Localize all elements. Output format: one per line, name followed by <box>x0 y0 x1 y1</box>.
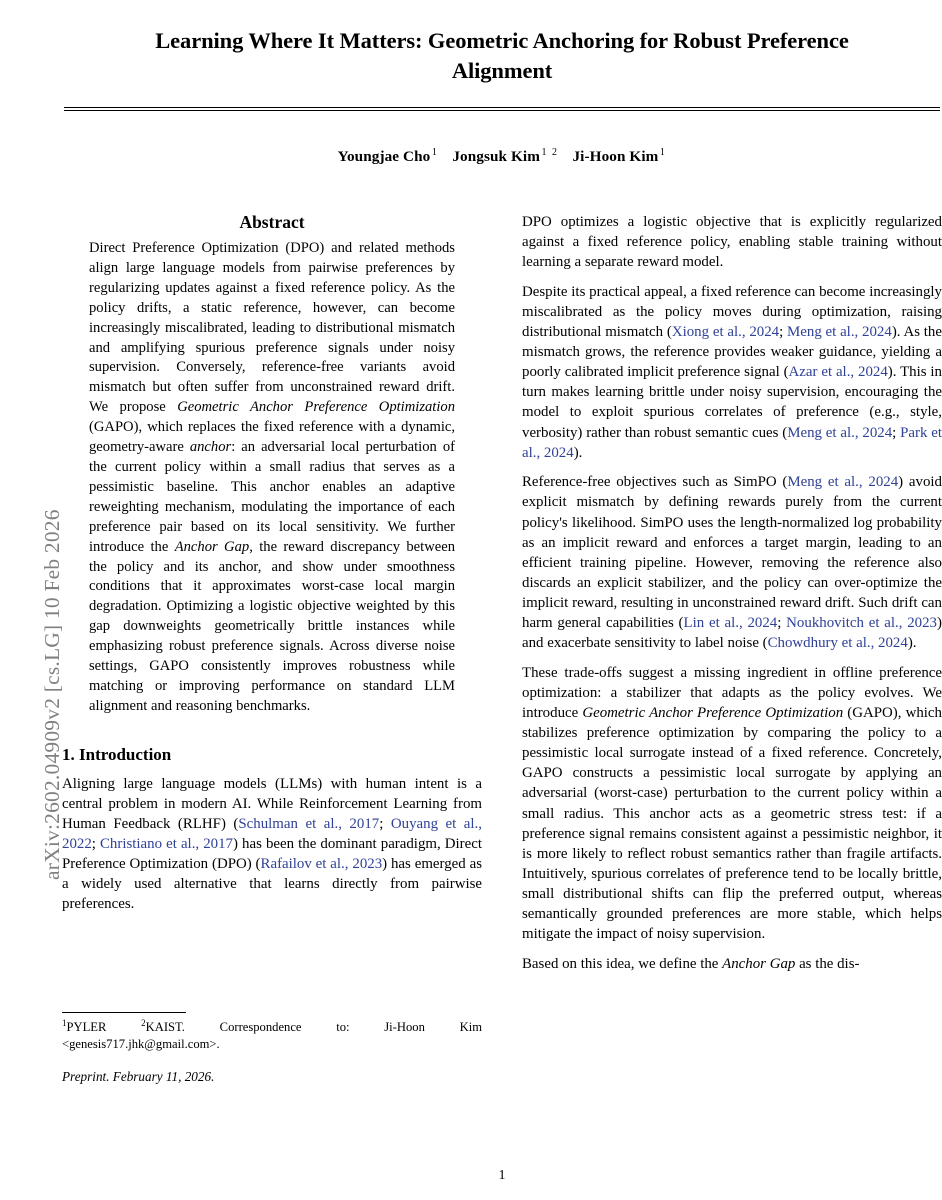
citation-link[interactable]: Park et al., 2024 <box>522 424 942 461</box>
abstract-heading: Abstract <box>239 212 305 232</box>
citation-link[interactable]: Schulman et al., 2017 <box>238 815 380 832</box>
page-title: Learning Where It Matters: Geometric Anchoring for Robust Preference Alignment <box>155 28 849 83</box>
author-name: Jongsuk Kim <box>452 148 540 166</box>
body-paragraph: Reference-free objectives such as SimPO (Meng et al., 2024) avoid explicit mismatch by defining rewards purely from the current policy's likelihood. SimPO uses the length-normalized log probability as an implicit reward and enforces a target margin, leading to an efficient training pipeline. However, removing the reference also discards an explicit stabilizer, and the policy can over-optimize the implicit reward, resulting in unconstrained reward drift. Such drift can harm general capabilities (Lin et al., 2024; Noukhovitch et al., 2023) and exacerbate sensitivity to label noise (Chowdhury et al., 2024). <box>522 474 942 652</box>
citation-link[interactable]: Rafailov et al., 2023 <box>260 856 383 873</box>
arxiv-stamp-text: arXiv:2602.04909v2 [cs.LG] 10 Feb 2026 <box>40 509 64 880</box>
arxiv-stamp <box>0 0 62 1200</box>
author-entry <box>338 148 439 165</box>
body-paragraph: Despite its practical appeal, a fixed reference can become increasingly miscalibrated as the policy moves during optimization, raising distributional mismatch (Xiong et al., 2024; Meng et al., 2024). As the mismatch grows, the reference provides weaker guidance, yielding a poorly calibrated implicit preference signal (Azar et al., 2024). This in turn makes learning brittle under noisy supervision, encouraging the model to exploit spurious correlates of preference (e.g., style, verbosity) rather than robust semantic cues (Meng et al., 2024; Park et al., 2024). <box>522 283 942 461</box>
body-paragraph: These trade-offs suggest a missing ingredient in offline preference optimization: a stabilizer that adapts as the policy evolves. We introduce Geometric Anchor Preference Optimization (GAPO), which stabilizes preference optimization by comparing the policy to a pessimistic local surrogate instead of a fixed reference. Concretely, GAPO constructs a pessimistic local surrogate by applying an adversarial (worst-case) perturbation to the current policy within a small radius. This anchor acts as a geometric stress test: if a preference signal remains consistent against a pessimistic neighbor, it is more likely to reflect robust semantics rather than fragile artifacts. Intuitively, spurious correlates of preference tend to be locally brittle, small distributional shifts can flip the preferred output, whereas semantically grounded preferences are more stable, which helps mitigate the impact of noisy supervision. <box>522 664 942 943</box>
author-affiliation-marker: 1 <box>431 147 439 159</box>
footnote-block <box>62 1012 482 1098</box>
citation-link[interactable]: Meng et al., 2024 <box>787 424 893 441</box>
preprint-notice: Preprint. February 11, 2026. <box>62 1068 215 1084</box>
body-paragraph: DPO optimizes a logistic objective that is explicitly regularized against a fixed reference policy, enabling stable training without learning a separate reward model. <box>522 214 942 271</box>
citation-link[interactable]: Lin et al., 2024 <box>683 615 778 632</box>
introduction-paragraph: Aligning large language models (LLMs) with human intent is a central problem in modern AI. While Reinforcement Learning from Human Feedback (RLHF) (Schulman et al., 2017; Ouyang et al., 2022; Christiano et al., 2017) has been the dominant paradigm, Direct Preference Optimization (DPO) (Rafailov et al., 2023) has emerged as a widely used alternative that learns directly from pairwise preferences. <box>62 775 482 913</box>
paper-page <box>62 0 942 1200</box>
author-affiliation-marker: 1 2 <box>541 147 559 159</box>
title-divider <box>64 107 940 111</box>
citation-link[interactable]: Christiano et al., 2017 <box>100 836 233 853</box>
left-column <box>62 212 482 1152</box>
footnote-text: $^1$PYLER $^2$KAIST. Correspondence to: Ji-Hoon Kim <genesis717.jhk@gmail.com>. <box>62 1018 482 1052</box>
citation-link[interactable]: Meng et al., 2024 <box>787 324 892 341</box>
citation-link[interactable]: Meng et al., 2024 <box>787 474 899 491</box>
emphasis-text: Geometric Anchor Preference Optimization <box>177 399 455 416</box>
right-column <box>522 212 942 1152</box>
section-heading-introduction: 1. Introduction <box>62 744 172 764</box>
title-block <box>62 0 942 166</box>
citation-link[interactable]: Xiong et al., 2024 <box>671 324 780 341</box>
body-paragraph: Based on this idea, we define the Anchor Gap as the dis- <box>522 955 860 972</box>
footnote-divider <box>62 1012 186 1013</box>
author-entry <box>452 148 558 165</box>
author-entry <box>572 148 666 165</box>
author-affiliation-marker: 1 <box>659 147 667 159</box>
citation-link[interactable]: Azar et al., 2024 <box>788 364 888 381</box>
two-column-body <box>62 212 942 1152</box>
emphasis-text: Anchor Gap <box>174 538 250 555</box>
emphasis-text: Anchor Gap <box>722 955 796 972</box>
emphasis-text: anchor <box>189 439 232 456</box>
emphasis-text: Geometric Anchor Preference Optimization <box>582 705 844 722</box>
author-name: Ji-Hoon Kim <box>572 148 659 166</box>
author-list <box>62 147 942 166</box>
author-name: Youngjae Cho <box>337 148 431 166</box>
footnote-marker: 1 <box>62 1018 67 1029</box>
page-number: 1 <box>498 1168 506 1183</box>
citation-link[interactable]: Noukhovitch et al., 2023 <box>786 615 937 632</box>
abstract-text: Direct Preference Optimization (DPO) and related methods align large language models from pairwise preferences by regularizing updates against a fixed reference policy. As the policy drifts, a static reference, however, can become increasingly miscalibrated, leading to distributional mismatch and amplifying spurious preference signals under noisy supervision. Conversely, reference-free variants avoid mismatch but often suffer from unconstrained reward drift. We propose Geometric Anchor Preference Optimization (GAPO), which replaces the fixed reference with a dynamic, geometry-aware anchor: an adversarial local perturbation of the current policy within a small radius that serves as a pessimistic baseline. This anchor enables an adaptive reweighting mechanism, modulating the importance of each preference pair based on its local sensitivity. We further introduce the Anchor Gap, the reward discrepancy between the policy and its anchor, and show under smoothness conditions that it approximates worst-case local margin degradation. Optimizing a logistic objective weighted by this gap downweights geometrically brittle instances while emphasizing robust preference signals. Across diverse noise settings, GAPO consistently improves robustness while matching or improving performance on standard LLM alignment and reasoning benchmarks. <box>89 240 455 714</box>
footnote-marker: 2 <box>141 1018 146 1029</box>
citation-link[interactable]: Ouyang et al., 2022 <box>62 815 482 853</box>
citation-link[interactable]: Chowdhury et al., 2024 <box>767 635 908 652</box>
